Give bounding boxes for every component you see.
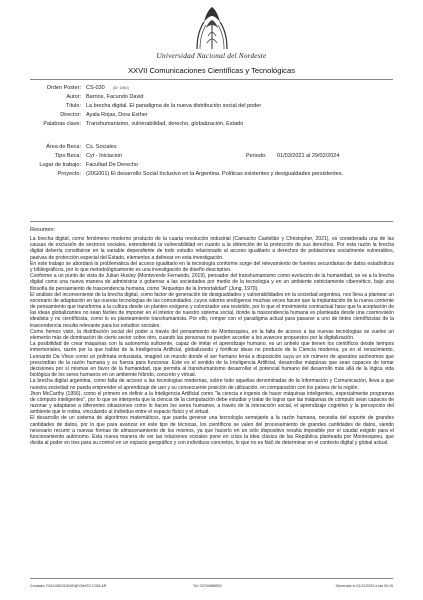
page-title: XXVII Comunicaciones Científicas y Tecnológicas: [127, 66, 295, 75]
row-orden-poster: Orden Poster: CS-030 (ID: 1940): [46, 85, 129, 91]
university-emblem-icon: [194, 6, 230, 50]
periodo-value: 01/03/2021 al 29/02/2024: [277, 153, 340, 159]
director-value: Ayala Rojas, Dora Esther: [86, 112, 148, 118]
row-tipo-beca: Tipo Beca: Cyt - Iniciacion Periodo: 01/03/2021 al 29/02/2024: [54, 153, 340, 159]
resumen-paragraph: La brecha digital argentina, como falta de acceso a las tecnologías modernas, sobre todo aquellas denominadas de la Información y Comunicación, lleva a que nuestra sociedad no pueda emprender el aprendizaje de uso y su consecuente posición de utilización, en comparación con los países de la región.: [30, 378, 394, 391]
tipo-beca-value: Cyt - Iniciacion: [86, 153, 123, 159]
row-proyecto: Proyecto: (20G001) El desarrollo Social Inclusivo en la Argentina. Políticas existentes y desigualdades persistentes.: [57, 171, 344, 177]
resumen-paragraph: Conforme a un punto de vista de Julian Huxley (Monteverde Fernando, 2019), pensador del transhumanismo como evolución de la humanidad, se ve a la brecha digital como una nueva manera de administrar o gobernar a las sociedades por medio de la tecnología y en un ambiente estrictamente cibernético, bajo una filosofía de pensamiento de trascendencia humana, como "Arquetipo de la Inmortalidad" (Jung, 1970).: [30, 273, 394, 292]
row-palabras-clave: Palabras clave: Transhumanismo, vulnerabilidad, derecho, globalización, Estado: [43, 121, 244, 127]
bottom-divider: [30, 578, 393, 579]
footer-generado: Generado el 21/12/2023 a las 09:15: [335, 584, 393, 588]
resumen-paragraph: El desarrollo de un sistema de algoritmos matemáticos, que pueda generar una tecnología semejante a la razón humana, necesita del soporte de grandes cantidades de datos, por lo que para avanzar en este tipo de técnicas, los científicos se valen del procesamiento de grandes cantidades de datos, siendo necesario recurrir a nuevas formas de almacenamiento de los mismos, ya que hacerlo en un sólo dispositivo resulta imposible por el caudal exigido para el funcionamiento autónomo. Esta nueva manera de ver las relaciones sociales pone en crisis la idea clásica de las República planteada por Montesquieu, que divida al poder en tres para su control en un espacio geográfico y con individuos concretos, lo que no es fácil de determinar en el contexto digital y global actual.: [30, 415, 394, 447]
footer-tel: Tel: 03794888530: [193, 584, 222, 588]
university-logo: [0, 6, 423, 60]
resumen-paragraph: La brecha digital, como fenómeno moderno producto de la cuarta revolución industrial (Camacho Castellán y Christopher, 2021), es considerada una de las causas de exclusión de sectores sociales, extendiendo la vulnerabilidad en cuanto a la obtención de la protección de sus derechos. Por esta razón la brecha digital debería constituirse en la variable dependiente de todo estudio relacionado al acceso igualitario a derechos de poblaciones socialmente vulnerables, pasivas de protección especial del Estado, elementos a delinear en esta investigación.: [30, 236, 394, 261]
row-autor: Autor: Barrios, Facundo David: [66, 94, 144, 100]
periodo-label: Periodo:: [246, 153, 267, 159]
middle-divider: [30, 221, 393, 222]
university-name: Universidad Nacional del Nordeste: [156, 51, 267, 60]
orden-poster-value: CS-030: [86, 85, 105, 91]
titulo-value: La brecha digital. El paradigma de la nueva distribución social del poder: [86, 103, 262, 109]
row-area-beca: Área de Beca: Cs. Sociales: [46, 144, 117, 150]
row-lugar-trabajo: Lugar de trabajo: Facultad De Derecho: [39, 162, 138, 168]
lugar-trabajo-value: Facultad De Derecho: [86, 162, 138, 168]
resumen-paragraph: Jhon McCarthy (1956), como el primero en definir a la Inteligencia Artificial como "la ciencia e ingenio de hacer máquinas inteligentes, especialmente programas de cómputo inteligentes", por lo que se interpreta que la ciencia de la computación debe estudiar y tratar de lograr que las máquinas de cómputo sean capaces de razonar y adaptarse a diferentes situaciones como lo hacen los seres humanos, a través de la interacción social, el aprendizaje cognitivo y la percepción del ambiente que le rodea, vinculando al individuo entre el espacio físico y el virtual.: [30, 390, 394, 416]
resumen-body: [30, 236, 394, 569]
resumen-heading: Resumen:: [30, 227, 56, 233]
proyecto-value: (20G001) El desarrollo Social Inclusivo en la Argentina. Políticas existentes y desigualdades persistentes.: [86, 171, 344, 177]
footer-contacto: Contacto: FACUNDODAVID@YAHOO.COM.AR: [30, 584, 107, 588]
top-divider: [30, 79, 393, 80]
resumen-paragraph: La posibilidad de crear máquinas con la autonomía suficiente, capaz de imitar el aprendizaje humano, es un anhelo que tienen los científicos desde tiempos inmemoriales, razón por la que hablar de la Inteligencia Artificial, globalizando y fortificar ideas no producto de la Ciencia moderna, ya en el renacimiento, Leonardo Da Vince como un polímata entusiasta, imaginó un mundo donde el ser humano tenía a disposición suya un sin número de aparatos autónomos que prescindían de la razón humana y su fuerza para funcionar. Este es el sentido de la Inteligencia Artificial, desarrollar máquinas que sean capaces de tomar decisiones por sí mismas en favor de la humanidad, que permita al transhumanismo desarrollar el potencial humano del desarrollo más allá de la lógica vida biológica de los seres humanos en un ambiente híbrido, concreto y virtual.: [30, 341, 394, 379]
footer: [30, 584, 393, 591]
resumen-paragraph: Como hemos visto, la distribución social del poder a través del pensamiento de Montesquieu, en la falta de acceso a las nuevas tecnologías se vuelve un elemento más de dominación de cierto sector sobre otro, cuando las personas no pueden acceder a los avances propuestos por la digitalización.: [30, 328, 394, 341]
autor-value: Barrios, Facundo David: [86, 94, 144, 100]
resumen-paragraph: El análisis del inconveniente de la brecha digital, como factor de generación de desigualdades y vulnerabilidades en la sociedad argentina, nos lleva a plantear un escenario de adaptación en las nuevas tecnologías de las comunidades, cuyos valores endógenos muchas veces hacen que la implantación de la nueva corriente de pensamiento que transforma a la cultura desde un planteo exógeno y colonizador sea resistido, por lo que el movimiento contractual hace que la aceptación de las ideas globalizantes no sean fáciles de imponer en el interior de nuestro sistema social, donde la trascendencia humana es planteada desde una cosmovisión idealista y no científicista, como lo es planteamiento transhumanista. Por ello, romper con el paradigma actual para pasarse a uno de tintes científicistas de la trascendencia resulta relevante para los estudios sociales.: [30, 291, 394, 329]
palabras-clave-value: Transhumanismo, vulnerabilidad, derecho, globalización, Estado: [86, 121, 244, 127]
row-titulo: Título: La brecha digital. El paradigma de la nueva distribución social del poder: [65, 103, 262, 109]
area-beca-value: Cs. Sociales: [86, 144, 117, 150]
orden-poster-id: (ID: 1940): [112, 86, 129, 90]
resumen-paragraph: En este trabajo se abordará la problemática del acceso igualitario en la tecnología conforme surge del relevamiento de fuentes secundarias de datos estadísticos y bibliográficos, por lo que metodológicamente es una investigación de diseño descriptivo.: [30, 260, 394, 273]
row-director: Director: Ayala Rojas, Dora Esther: [60, 112, 148, 118]
